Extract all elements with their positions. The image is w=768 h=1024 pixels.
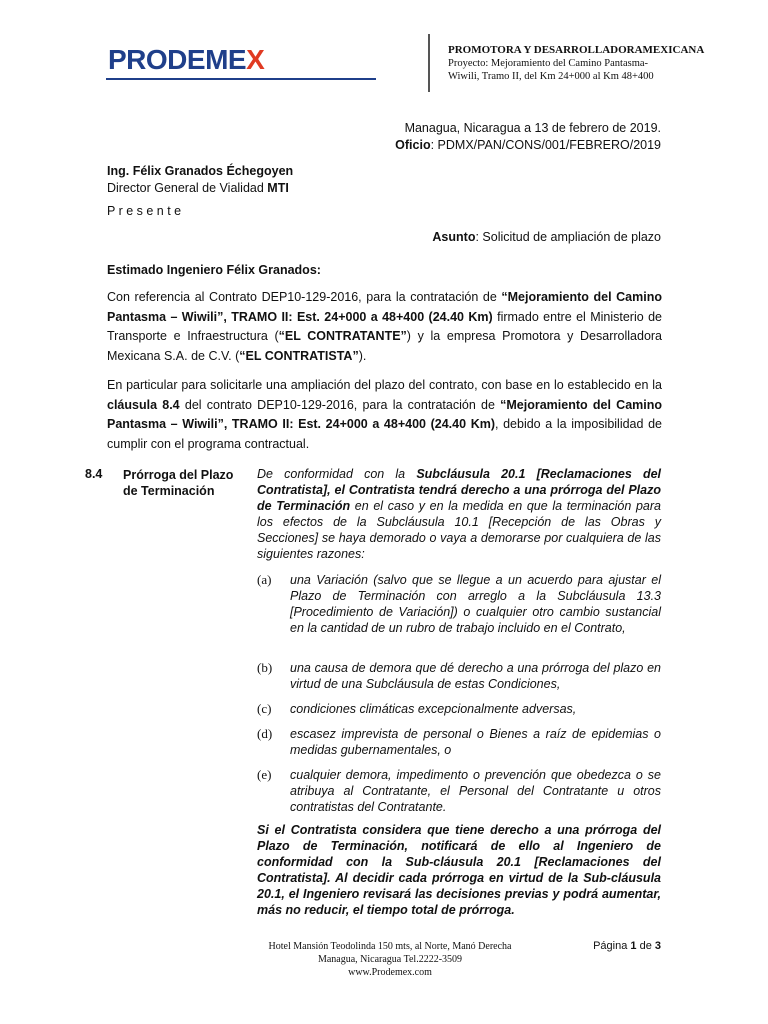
recipient-block	[107, 163, 293, 220]
recipient-name: Ing. Félix Granados Échegoyen	[107, 164, 294, 178]
logo-underline	[106, 78, 376, 80]
company-name: PROMOTORA Y DESARROLLADORAMEXICANA	[448, 44, 705, 56]
item-label-a: (a)	[257, 572, 272, 587]
footer-line-2: Managua, Nicaragua Tel.2222-3509	[317, 954, 463, 965]
header-info	[448, 44, 718, 83]
item-text-d: escasez imprevista de personal o Bienes a raíz de epidemias o medidas gubernamentales, o	[290, 727, 661, 757]
item-text-b: una causa de demora que dé derecho a una prórroga del plazo en virtud de una Subcláusula de estas Condiciones,	[290, 661, 661, 691]
project-line-1: Proyecto: Mejoramiento del Camino Pantasma-	[448, 58, 649, 69]
salutation: Estimado Ingeniero Félix Granados:	[107, 263, 321, 277]
item-label-d: (d)	[257, 726, 273, 741]
paragraph-2: En particular para solicitarle una ampliación del plazo del contrato, con base en lo establecido en la cláusula 8.4 del contrato DEP10-129-2016, para la contratación de “Mejoramiento del Camino Pantasma – Wiwili”, TRAMO II: Est. 24+000 a 48+400 (24.40 Km), debido a la imposibilidad de cumplir con el programa contractual.	[107, 378, 663, 451]
clause-intro: De conformidad con la Subcláusula 20.1 [Reclamaciones del Contratista], el Contratista tendrá derecho a una prórroga del Plazo de Terminación en el caso y en la medida en que la terminación para los efectos de la Subcláusula 10.1 [Recepción de las Obras y Secciones] se haya demorado o vaya a demorarse por cualquiera de las siguientes razones:	[257, 467, 662, 561]
recipient-title: Director General de Vialidad MTI	[107, 181, 289, 195]
project-line-2: Wiwili, Tramo II, del Km 24+000 al Km 48+400	[448, 71, 654, 82]
date-line: Managua, Nicaragua a 13 de febrero de 2019.	[404, 121, 661, 135]
item-text-e: cualquier demora, impedimento o prevención que obedezca o se atribuya al Contratante, el Personal del Contratante u otros contratistas del Contratante.	[290, 768, 661, 814]
clause-title: Prórroga del Plazo de Terminación	[123, 468, 234, 498]
footer-website[interactable]: www.Prodemex.com	[348, 967, 432, 978]
item-label-b: (b)	[257, 660, 273, 675]
clause-closing: Si el Contratista considera que tiene derecho a una prórroga del Plazo de Terminación, notificará de ello al Ingeniero de conformidad con la Sub-cláusula 20.1 [Reclamaciones del Contratista]. Al decidir cada prórroga en virtud de la Sub-cláusula 20.1, el Ingeniero revisará las decisiones previas y podrá aumentar, más no reducir, el tiempo total de prórroga.	[257, 823, 661, 917]
footer-address	[240, 940, 540, 979]
page-number: Página 1 de 3	[593, 940, 661, 952]
oficio-line: Oficio: PDMX/PAN/CONS/001/FEBRERO/2019	[395, 138, 661, 152]
header-divider	[428, 34, 430, 92]
company-logo: PRODEMEX	[108, 44, 265, 75]
paragraph-1: Con referencia al Contrato DEP10-129-2016, para la contratación de “Mejoramiento del Camino Pantasma – Wiwili”, TRAMO II: Est. 24+000 a 48+400 (24.40 Km) firmado entre el Ministerio de Transporte e Infraestructura (“EL CONTRATANTE”) y la empresa Promotora y Desarrolladora Mexicana S.A. de C.V. (“EL CONTRATISTA”).	[107, 290, 663, 363]
item-label-e: (e)	[257, 767, 272, 782]
item-text-c: condiciones climáticas excepcionalmente adversas,	[290, 702, 577, 716]
item-text-a: una Variación (salvo que se llegue a un acuerdo para ajustar el Plazo de Terminación con arreglo a la Subcláusula 13.3 [Procedimiento de Variación]) o cualquier otro cambio sustancial en la cantidad de un rubro de trabajo incluido en el Contrato,	[290, 573, 661, 635]
footer-line-1: Hotel Mansión Teodolinda 150 mts, al Norte, Manó Derecha	[268, 941, 512, 952]
asunto-line: Asunto: Solicitud de ampliación de plazo	[432, 230, 661, 244]
clause-number: 8.4	[85, 467, 103, 481]
item-label-c: (c)	[257, 701, 272, 716]
presente: P r e s e n t e	[107, 204, 182, 218]
